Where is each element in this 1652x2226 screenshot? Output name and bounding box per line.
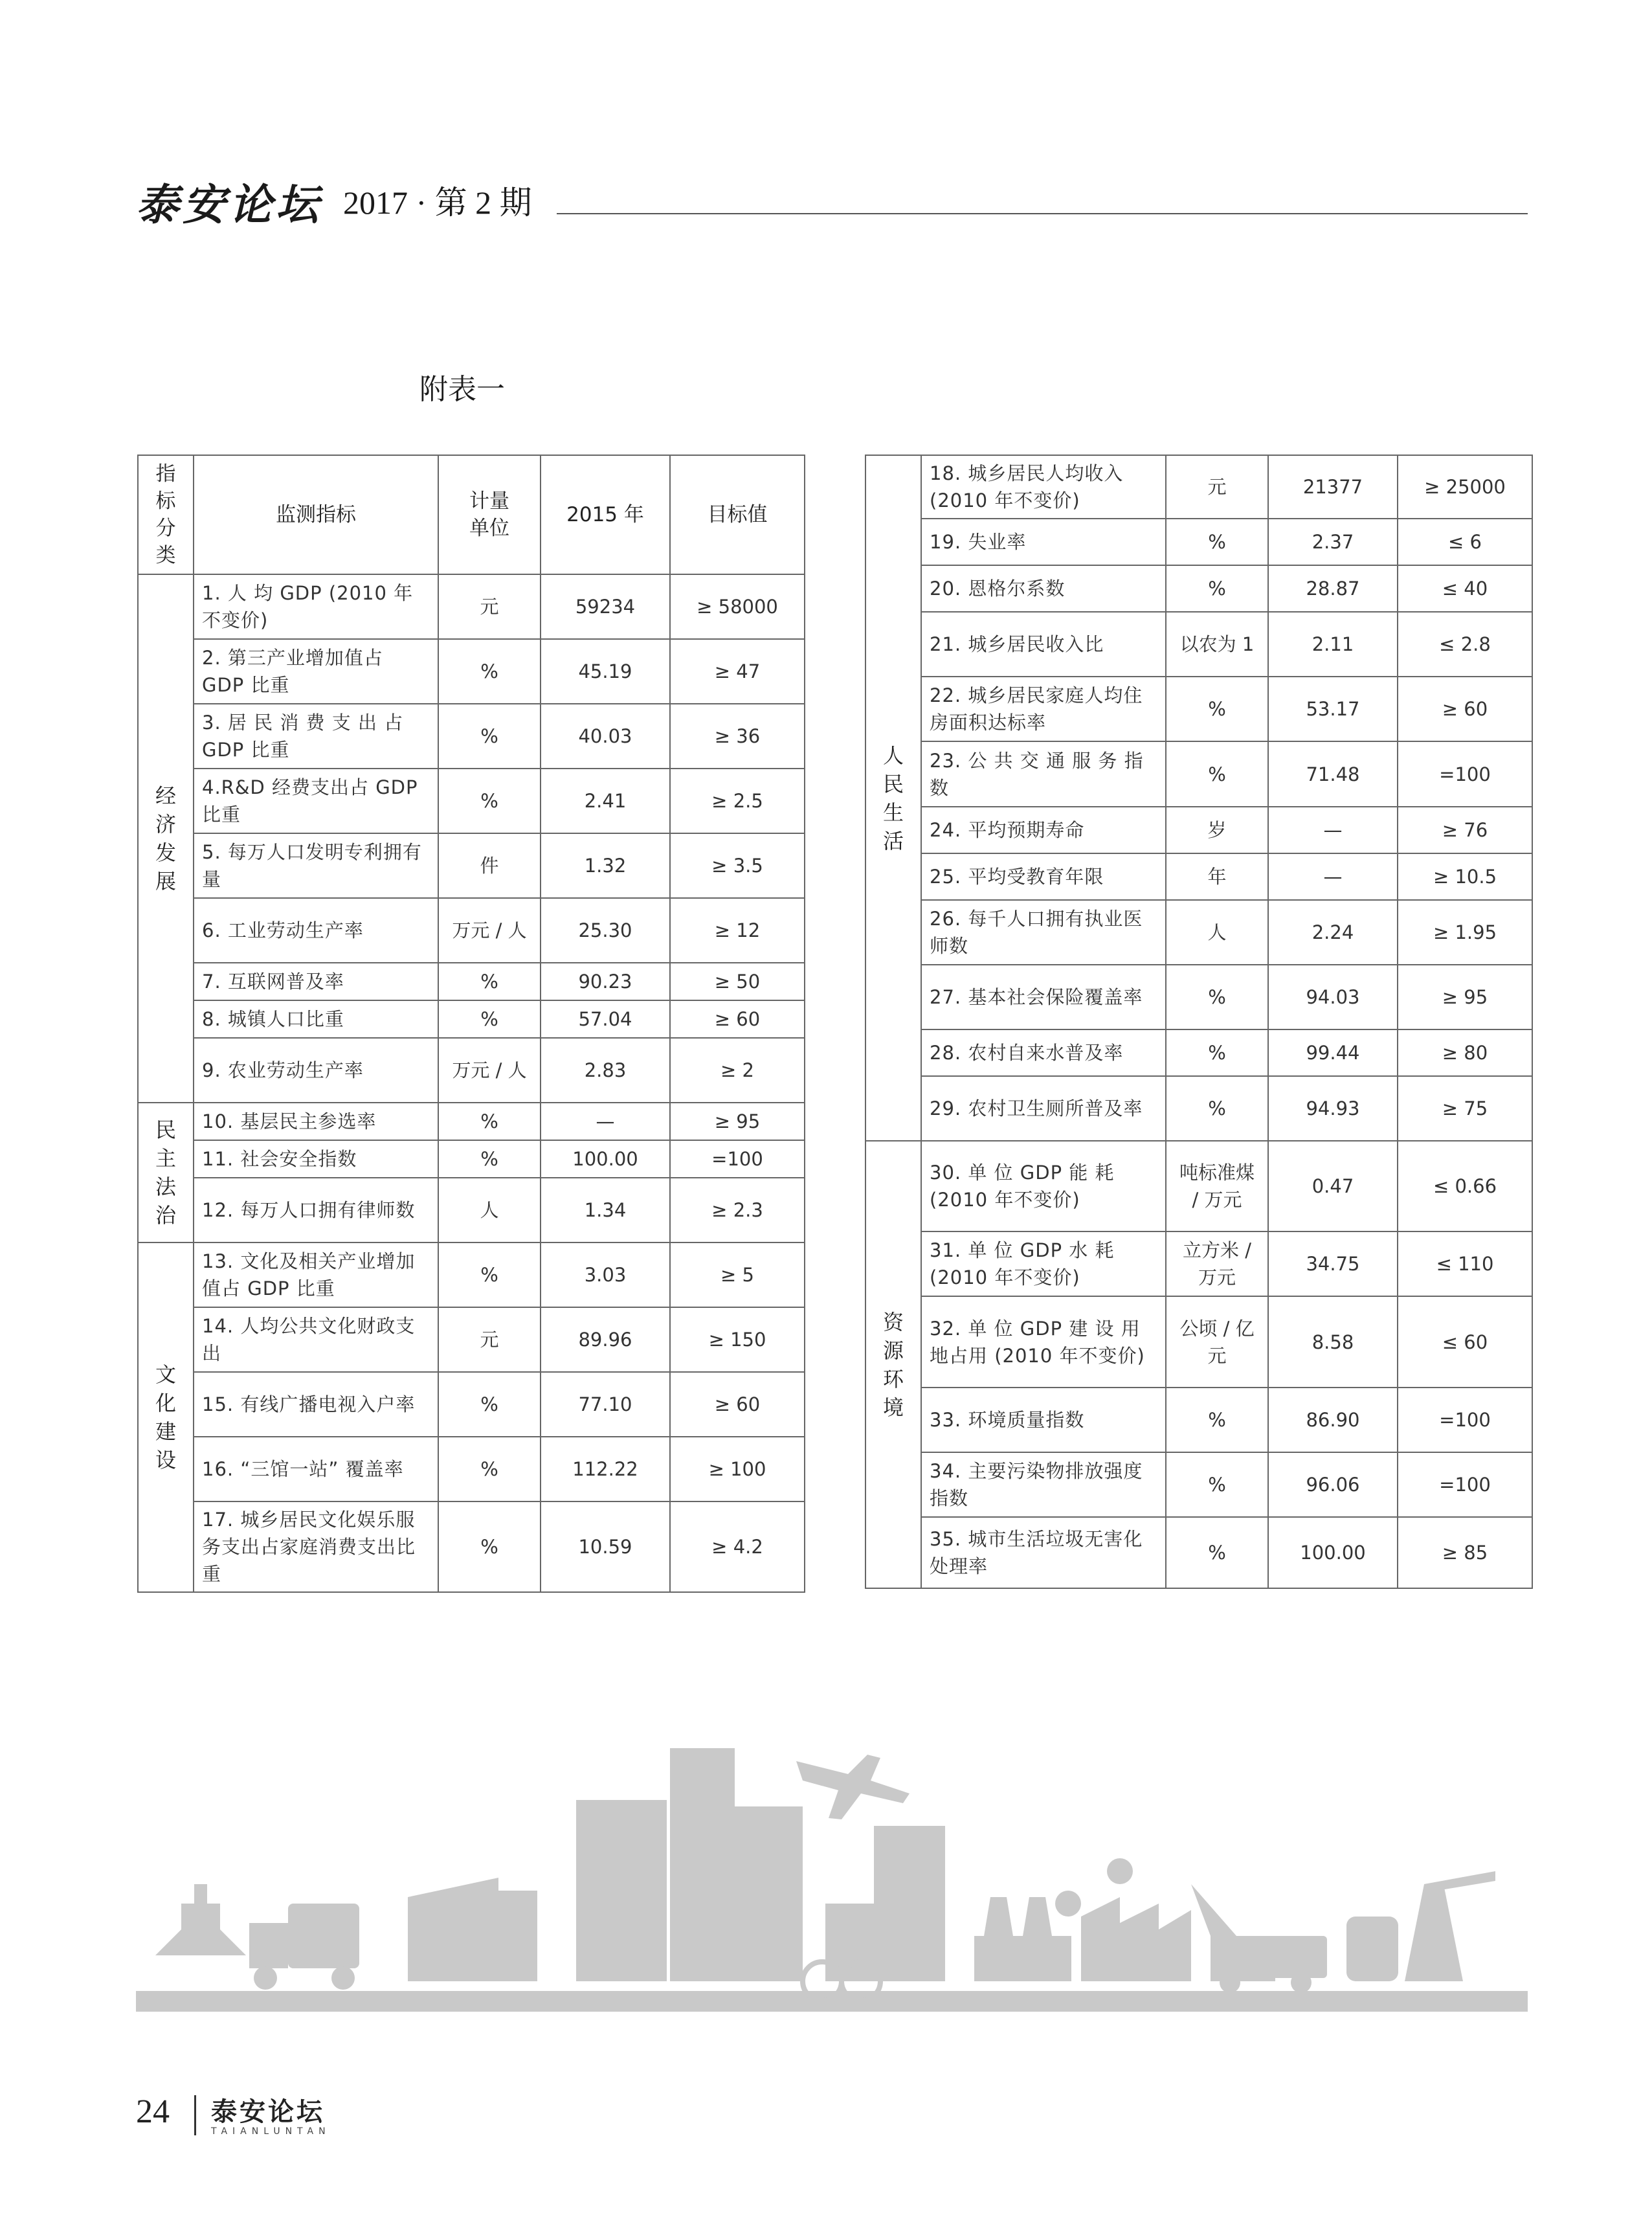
table-row [865, 741, 1532, 806]
unit-cell: 万元 / 人 [438, 1038, 541, 1103]
truck-icon [1269, 1936, 1327, 1978]
indicator-name-cell: 11. 社会安全指数 [194, 1140, 438, 1178]
train-icon [1346, 1917, 1398, 1981]
table-row [138, 639, 805, 704]
value-2015-cell: 34.75 [1268, 1231, 1398, 1296]
target-cell: ≥ 1.95 [1398, 900, 1532, 965]
value-2015-cell: 10.59 [541, 1501, 670, 1592]
unit-cell: % [1166, 1388, 1268, 1452]
value-2015-cell: 89.96 [541, 1307, 670, 1372]
table-row [865, 900, 1532, 965]
table-row [865, 455, 1532, 519]
unit-cell: % [438, 1437, 541, 1501]
target-cell: ≥ 10.5 [1398, 853, 1532, 900]
value-2015-cell: 3.03 [541, 1242, 670, 1307]
target-cell: ≤ 110 [1398, 1231, 1532, 1296]
indicator-name-cell: 20. 恩格尔系数 [921, 565, 1166, 612]
indicator-name-cell: 9. 农业劳动生产率 [194, 1038, 438, 1103]
table-row [865, 612, 1532, 677]
table-row [865, 1076, 1532, 1141]
page-number: 24 [136, 2093, 170, 2130]
table-title: 附表一 [419, 373, 505, 406]
table-header-row [138, 455, 805, 574]
indicator-name-cell: 2. 第三产业增加值占 GDP 比重 [194, 639, 438, 704]
indicator-name-cell: 25. 平均受教育年限 [921, 853, 1166, 900]
smoke-puff-icon [1107, 1858, 1133, 1884]
category-cell: 资 源 环 境 [865, 1141, 921, 1588]
indicator-name-cell: 23. 公 共 交 通 服 务 指 数 [921, 741, 1166, 806]
indicator-name-cell: 5. 每万人口发明专利拥有量 [194, 833, 438, 898]
unit-cell: % [438, 963, 541, 1000]
table-row [138, 1000, 805, 1038]
indicator-name-cell: 27. 基本社会保险覆盖率 [921, 965, 1166, 1029]
target-cell: ≥ 80 [1398, 1029, 1532, 1076]
target-cell: =100 [1398, 1452, 1532, 1517]
target-cell: ≥ 47 [670, 639, 805, 704]
wheel-icon [254, 1966, 277, 1990]
table-row [865, 1452, 1532, 1517]
table-row [138, 1140, 805, 1178]
unit-cell: 元 [438, 1307, 541, 1372]
category-cell: 文 化 建 设 [138, 1242, 194, 1592]
value-2015-cell: 57.04 [541, 1000, 670, 1038]
value-2015-cell: 71.48 [1268, 741, 1398, 806]
tower-building [576, 1800, 667, 1981]
category-cell: 民 主 法 治 [138, 1103, 194, 1242]
truck-cab-icon [249, 1923, 288, 1968]
table-row [865, 1029, 1532, 1076]
unit-cell: 元 [1166, 455, 1268, 519]
indicator-name-cell: 26. 每千人口拥有执业医师数 [921, 900, 1166, 965]
unit-cell: % [438, 769, 541, 833]
indicator-name-cell: 1. 人 均 GDP (2010 年不变价) [194, 574, 438, 639]
target-cell: ≤ 6 [1398, 519, 1532, 565]
indicator-name-cell: 30. 单 位 GDP 能 耗 (2010 年不变价) [921, 1141, 1166, 1231]
unit-cell: % [1166, 741, 1268, 806]
value-2015-cell: 59234 [541, 574, 670, 639]
value-2015-cell: 2.24 [1268, 900, 1398, 965]
table-row [138, 898, 805, 963]
value-2015-cell: 77.10 [541, 1372, 670, 1437]
unit-cell: % [438, 1000, 541, 1038]
indicator-name-cell: 35. 城市生活垃圾无害化处理率 [921, 1517, 1166, 1588]
table-row [865, 519, 1532, 565]
indicator-name-cell: 15. 有线广播电视入户率 [194, 1372, 438, 1437]
airplane-icon [796, 1755, 910, 1819]
indicator-name-cell: 22. 城乡居民家庭人均住房面积达标率 [921, 677, 1166, 741]
value-2015-cell: — [1268, 853, 1398, 900]
table-row [138, 1307, 805, 1372]
value-2015-cell: 40.03 [541, 704, 670, 769]
target-cell: ≥ 36 [670, 704, 805, 769]
indicator-name-cell: 10. 基层民主参选率 [194, 1103, 438, 1140]
unit-cell: % [1166, 565, 1268, 612]
unit-cell: % [438, 1103, 541, 1140]
table-row [138, 963, 805, 1000]
table-row [138, 1103, 805, 1140]
value-2015-cell: 100.00 [1268, 1517, 1398, 1588]
ship-icon [155, 1884, 246, 1955]
table-row [865, 1388, 1532, 1452]
target-cell: ≥ 75 [1398, 1076, 1532, 1141]
value-2015-cell: 25.30 [541, 898, 670, 963]
value-2015-cell: — [541, 1103, 670, 1140]
value-2015-cell: 90.23 [541, 963, 670, 1000]
table-row [865, 965, 1532, 1029]
factory-icon [1081, 1897, 1191, 1981]
power-plant-base [974, 1936, 1071, 1981]
indicator-name-cell: 14. 人均公共文化财政支出 [194, 1307, 438, 1372]
target-cell: ≥ 25000 [1398, 455, 1532, 519]
table-row [865, 565, 1532, 612]
target-cell: ≥ 5 [670, 1242, 805, 1307]
header-category: 指标分类 [138, 455, 194, 574]
value-2015-cell: 1.32 [541, 833, 670, 898]
unit-cell: 年 [1166, 853, 1268, 900]
unit-cell: 以农为 1 [1166, 612, 1268, 677]
low-building [825, 1904, 877, 1981]
city-skyline-illustration [136, 1742, 1528, 2014]
value-2015-cell: 0.47 [1268, 1141, 1398, 1231]
target-cell: ≤ 0.66 [1398, 1141, 1532, 1231]
page-header [136, 165, 1528, 230]
table-row [138, 1372, 805, 1437]
indicator-name-cell: 28. 农村自来水普及率 [921, 1029, 1166, 1076]
target-cell: ≥ 4.2 [670, 1501, 805, 1592]
unit-cell: 元 [438, 574, 541, 639]
unit-cell: % [438, 1372, 541, 1437]
oil-rig-icon [1405, 1871, 1495, 1981]
value-2015-cell: 94.03 [1268, 965, 1398, 1029]
value-2015-cell: 21377 [1268, 455, 1398, 519]
footer-journal-en: TAIANLUNTAN [211, 2126, 331, 2137]
target-cell: ≥ 12 [670, 898, 805, 963]
indicator-table-left [137, 455, 805, 1593]
indicator-name-cell: 32. 单 位 GDP 建 设 用 地占用 (2010 年不变价) [921, 1296, 1166, 1387]
unit-cell: % [438, 1242, 541, 1307]
target-cell: ≥ 60 [1398, 677, 1532, 741]
table-row [138, 704, 805, 769]
table-row [138, 833, 805, 898]
indicator-name-cell: 29. 农村卫生厕所普及率 [921, 1076, 1166, 1141]
cooling-tower-icon [1023, 1897, 1052, 1936]
target-cell: ≤ 60 [1398, 1296, 1532, 1387]
unit-cell: % [438, 704, 541, 769]
header-indicator: 监测指标 [194, 455, 438, 574]
target-cell: ≥ 60 [670, 1000, 805, 1038]
wheel-icon [331, 1966, 355, 1990]
table-row [138, 1501, 805, 1592]
target-cell: ≥ 50 [670, 963, 805, 1000]
unit-cell: % [1166, 1076, 1268, 1141]
unit-cell: 公顷 / 亿元 [1166, 1296, 1268, 1387]
indicator-name-cell: 24. 平均预期寿命 [921, 807, 1166, 853]
cooling-tower-icon [984, 1897, 1013, 1936]
target-cell: ≥ 2.5 [670, 769, 805, 833]
value-2015-cell: 99.44 [1268, 1029, 1398, 1076]
value-2015-cell: 45.19 [541, 639, 670, 704]
unit-cell: % [1166, 677, 1268, 741]
tower-building [731, 1806, 803, 1981]
crane-truck-icon [1191, 1884, 1275, 1981]
unit-cell: % [438, 1501, 541, 1592]
indicator-name-cell: 34. 主要污染物排放强度指数 [921, 1452, 1166, 1517]
ground-strip [136, 1991, 1528, 2012]
target-cell: ≥ 3.5 [670, 833, 805, 898]
table-row [138, 1242, 805, 1307]
value-2015-cell: 2.41 [541, 769, 670, 833]
target-cell: ≥ 76 [1398, 807, 1532, 853]
indicator-name-cell: 3. 居 民 消 费 支 出 占 GDP 比重 [194, 704, 438, 769]
unit-cell: % [1166, 1517, 1268, 1588]
value-2015-cell: 28.87 [1268, 565, 1398, 612]
unit-cell: 立方米 / 万元 [1166, 1231, 1268, 1296]
value-2015-cell: 96.06 [1268, 1452, 1398, 1517]
table-row [138, 1437, 805, 1501]
unit-cell: % [438, 639, 541, 704]
value-2015-cell: 8.58 [1268, 1296, 1398, 1387]
target-cell: ≥ 100 [670, 1437, 805, 1501]
indicator-name-cell: 33. 环境质量指数 [921, 1388, 1166, 1452]
indicator-table-right [865, 455, 1533, 1589]
category-cell: 人 民 生 活 [865, 455, 921, 1141]
target-cell: ≤ 2.8 [1398, 612, 1532, 677]
unit-cell: % [1166, 1029, 1268, 1076]
unit-cell: % [1166, 519, 1268, 565]
value-2015-cell: 2.83 [541, 1038, 670, 1103]
table-row [138, 1178, 805, 1242]
header-2015: 2015 年 [541, 455, 670, 574]
target-cell: ≥ 2 [670, 1038, 805, 1103]
target-cell: =100 [670, 1140, 805, 1178]
category-cell: 经 济 发 展 [138, 574, 194, 1103]
office-building [486, 1891, 537, 1981]
wheel-icon [1220, 1972, 1240, 1993]
footer-journal-name: 泰安论坛 [211, 2097, 325, 2127]
issue-label: 2017 · 第 2 期 [343, 185, 532, 221]
table-row [138, 574, 805, 639]
value-2015-cell: 100.00 [541, 1140, 670, 1178]
target-cell: =100 [1398, 741, 1532, 806]
value-2015-cell: — [1268, 807, 1398, 853]
table-row [865, 677, 1532, 741]
target-cell: ≥ 95 [670, 1103, 805, 1140]
indicator-name-cell: 17. 城乡居民文化娱乐服务支出占家庭消费支出比重 [194, 1501, 438, 1592]
indicator-name-cell: 7. 互联网普及率 [194, 963, 438, 1000]
value-2015-cell: 94.93 [1268, 1076, 1398, 1141]
indicator-name-cell: 18. 城乡居民人均收入 (2010 年不变价) [921, 455, 1166, 519]
indicator-name-cell: 19. 失业率 [921, 519, 1166, 565]
header-unit: 计量 单位 [438, 455, 541, 574]
indicator-name-cell: 21. 城乡居民收入比 [921, 612, 1166, 677]
unit-cell: 吨标准煤 / 万元 [1166, 1141, 1268, 1231]
cyclist-head [838, 1919, 858, 1940]
unit-cell: 万元 / 人 [438, 898, 541, 963]
target-cell: ≥ 58000 [670, 574, 805, 639]
indicator-name-cell: 31. 单 位 GDP 水 耗 (2010 年不变价) [921, 1231, 1166, 1296]
footer-divider [194, 2095, 196, 2135]
indicator-name-cell: 8. 城镇人口比重 [194, 1000, 438, 1038]
target-cell: ≥ 2.3 [670, 1178, 805, 1242]
table-row [865, 1517, 1532, 1588]
table-row [865, 1296, 1532, 1387]
value-2015-cell: 2.37 [1268, 519, 1398, 565]
header-target: 目标值 [670, 455, 805, 574]
unit-cell: 岁 [1166, 807, 1268, 853]
table-row [865, 1141, 1532, 1231]
table-row [865, 1231, 1532, 1296]
target-cell: ≥ 60 [670, 1372, 805, 1437]
value-2015-cell: 86.90 [1268, 1388, 1398, 1452]
target-cell: ≥ 150 [670, 1307, 805, 1372]
table-row [138, 769, 805, 833]
factory-building [408, 1878, 498, 1981]
table-row [865, 853, 1532, 900]
header-rule [557, 213, 1528, 214]
value-2015-cell: 53.17 [1268, 677, 1398, 741]
table-row [865, 807, 1532, 853]
wheel-icon [1291, 1972, 1312, 1993]
unit-cell: % [1166, 965, 1268, 1029]
unit-cell: 件 [438, 833, 541, 898]
skyscraper-building [670, 1748, 735, 1981]
target-cell: ≥ 95 [1398, 965, 1532, 1029]
tower-building [874, 1826, 945, 1981]
value-2015-cell: 112.22 [541, 1437, 670, 1501]
indicator-name-cell: 12. 每万人口拥有律师数 [194, 1178, 438, 1242]
unit-cell: 人 [1166, 900, 1268, 965]
value-2015-cell: 1.34 [541, 1178, 670, 1242]
indicator-name-cell: 16. “三馆一站” 覆盖率 [194, 1437, 438, 1501]
unit-cell: % [438, 1140, 541, 1178]
value-2015-cell: 2.11 [1268, 612, 1398, 677]
table-row [138, 1038, 805, 1103]
journal-title: 泰安论坛 [136, 179, 322, 230]
target-cell: =100 [1398, 1388, 1532, 1452]
indicator-name-cell: 6. 工业劳动生产率 [194, 898, 438, 963]
unit-cell: % [1166, 1452, 1268, 1517]
tanker-truck-icon [288, 1904, 359, 1968]
indicator-name-cell: 4.R&D 经费支出占 GDP 比重 [194, 769, 438, 833]
indicator-name-cell: 13. 文化及相关产业增加值占 GDP 比重 [194, 1242, 438, 1307]
smoke-puff-icon [1055, 1891, 1081, 1917]
unit-cell: 人 [438, 1178, 541, 1242]
target-cell: ≤ 40 [1398, 565, 1532, 612]
target-cell: ≥ 85 [1398, 1517, 1532, 1588]
